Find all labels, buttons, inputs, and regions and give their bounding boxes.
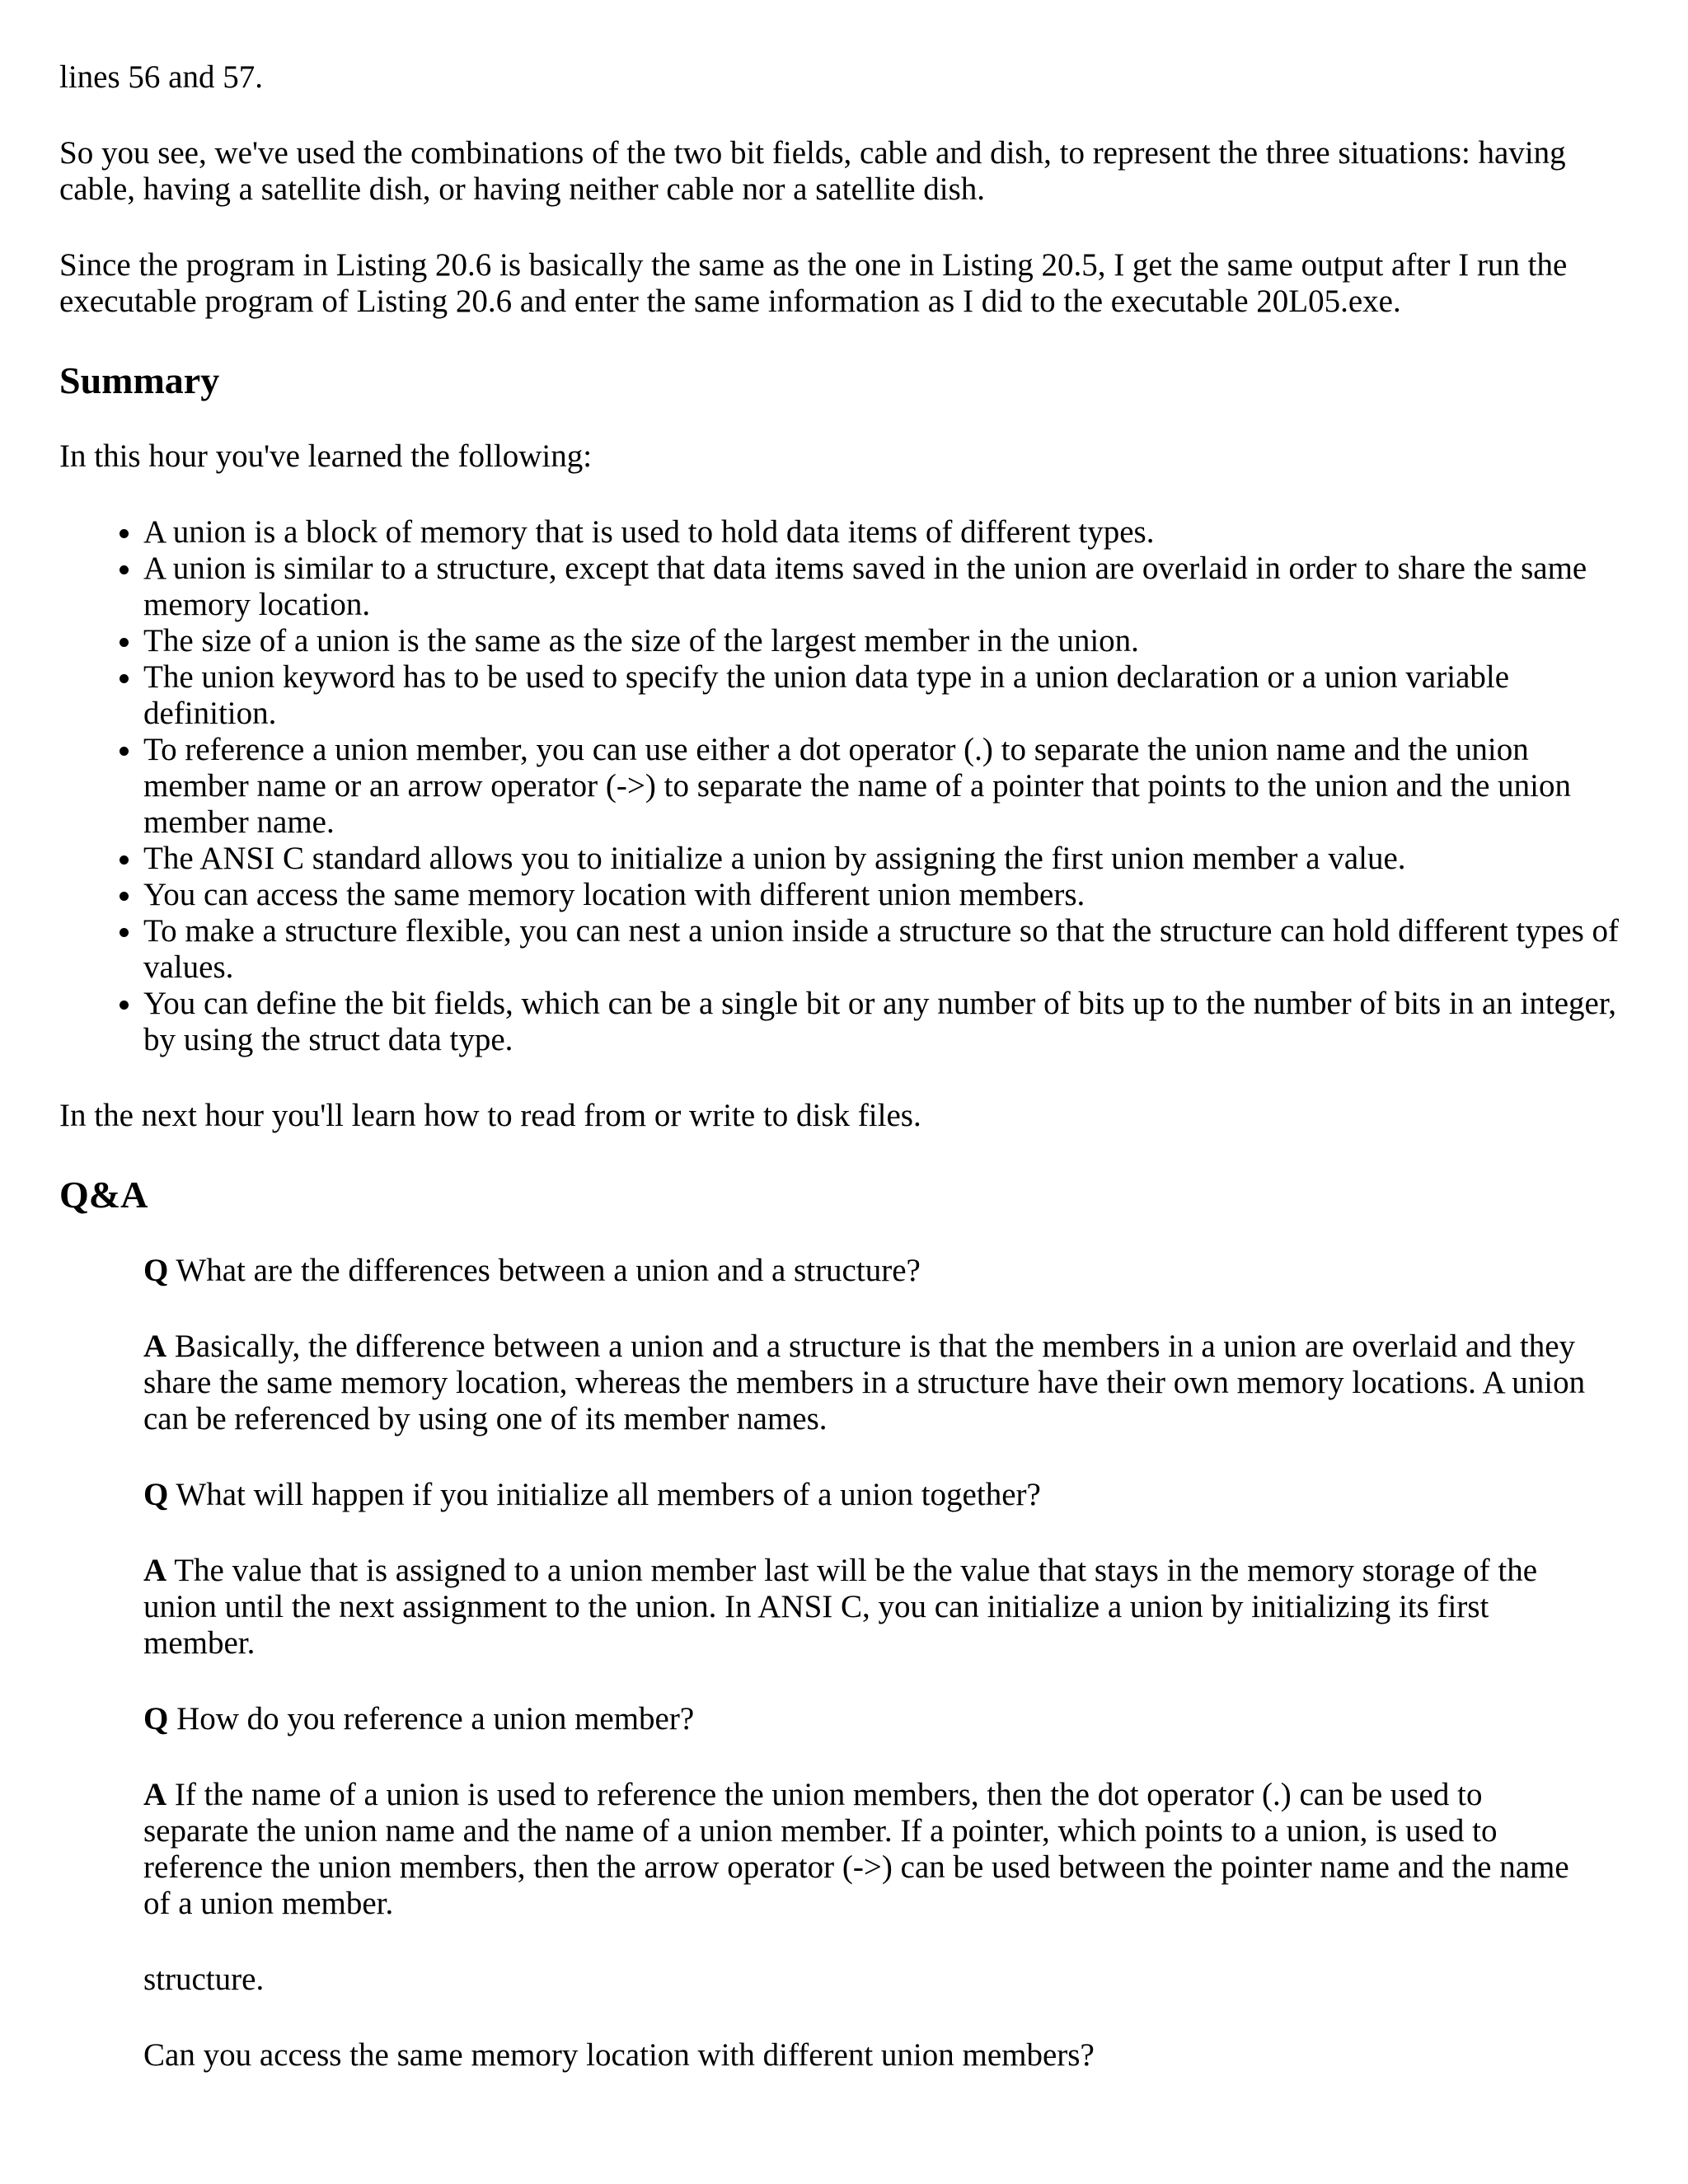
summary-list-item: • A union is a block of memory that is used to hold data items of different types. bbox=[143, 514, 1625, 551]
qa-heading: Q&A bbox=[59, 1174, 148, 1216]
qa-question-2 bbox=[143, 1477, 1594, 1513]
qa-question-3 bbox=[143, 1701, 1594, 1737]
answer-marker: A bbox=[143, 1553, 167, 1588]
summary-list-item: • The size of a union is the same as the size of the largest member in the union. bbox=[143, 623, 1625, 659]
qa-answer-2 bbox=[143, 1553, 1594, 1661]
summary-list-item: • The ANSI C standard allows you to initialize a union by assigning the first union member a value. bbox=[143, 841, 1625, 877]
qa-question-1 bbox=[143, 1253, 1594, 1289]
qa-answer-1 bbox=[143, 1329, 1594, 1437]
summary-list-item: • You can define the bit fields, which can be a single bit or any number of bits up to the number of bits in an integer, by using the struct data type. bbox=[143, 986, 1625, 1058]
question-marker: Q bbox=[143, 1253, 169, 1288]
question-text: What will happen if you initialize all members of a union together? bbox=[176, 1477, 1041, 1512]
intro-paragraph-2: So you see, we've used the combinations of the two bit fields, cable and dish, to represent the three situations: having cable, having a satellite dish, or having neither cable nor a satellite dish. bbox=[59, 135, 1566, 207]
summary-lead: In this hour you've learned the following: bbox=[59, 438, 593, 474]
question-text: What are the differences between a union and a structure? bbox=[176, 1253, 921, 1288]
answer-text: Basically, the difference between a union and a structure is that the members in a union are overlaid and they share the same memory location, whereas the members in a structure have their own memory locations. A union can be referenced by using one of its member names. bbox=[143, 1329, 1586, 1436]
summary-list-item: • The union keyword has to be used to specify the union data type in a union declaration or a union variable definition. bbox=[143, 659, 1625, 732]
question-text: How do you reference a union member? bbox=[176, 1701, 695, 1736]
document-page bbox=[59, 59, 1625, 2113]
qa-fragment-1: structure. bbox=[143, 1961, 265, 1997]
summary-list bbox=[59, 514, 1625, 1058]
answer-text: The value that is assigned to a union member last will be the value that stays in the memory storage of the union until the next assignment to the union. In ANSI C, you can initialize a union by initializing its first member. bbox=[143, 1553, 1538, 1661]
summary-heading: Summary bbox=[59, 359, 220, 401]
summary-list-item: • You can access the same memory location with different union members. bbox=[143, 877, 1625, 913]
qa-answer-3 bbox=[143, 1777, 1594, 1922]
qa-block bbox=[59, 1253, 1594, 2074]
answer-marker: A bbox=[143, 1777, 167, 1812]
summary-closing: In the next hour you'll learn how to read from or write to disk files. bbox=[59, 1098, 921, 1133]
summary-list-item: • A union is similar to a structure, except that data items saved in the union are overlaid in order to share the same memory location. bbox=[143, 551, 1625, 623]
answer-text: If the name of a union is used to reference the union members, then the dot operator (.) can be used to separate the union name and the name of a union member. If a pointer, which points to a union, is used to reference the union members, then the arrow operator (->) can be used between the pointer name and the name of a union member. bbox=[143, 1777, 1569, 1921]
intro-paragraph-3: Since the program in Listing 20.6 is basically the same as the one in Listing 20.5, I get the same output after I run the executable program of Listing 20.6 and enter the same information as I did to the executable 20L05.exe. bbox=[59, 247, 1568, 319]
question-marker: Q bbox=[143, 1701, 169, 1736]
qa-fragment-2: Can you access the same memory location with different union members? bbox=[143, 2037, 1095, 2073]
intro-paragraph-1: lines 56 and 57. bbox=[59, 59, 263, 95]
question-marker: Q bbox=[143, 1477, 169, 1512]
summary-list-item: • To reference a union member, you can use either a dot operator (.) to separate the union name and the union member name or an arrow operator (->) to separate the name of a pointer that points to the union and the union member name. bbox=[143, 732, 1625, 841]
summary-list-item: • To make a structure flexible, you can nest a union inside a structure so that the structure can hold different types of values. bbox=[143, 913, 1625, 986]
answer-marker: A bbox=[143, 1329, 167, 1364]
